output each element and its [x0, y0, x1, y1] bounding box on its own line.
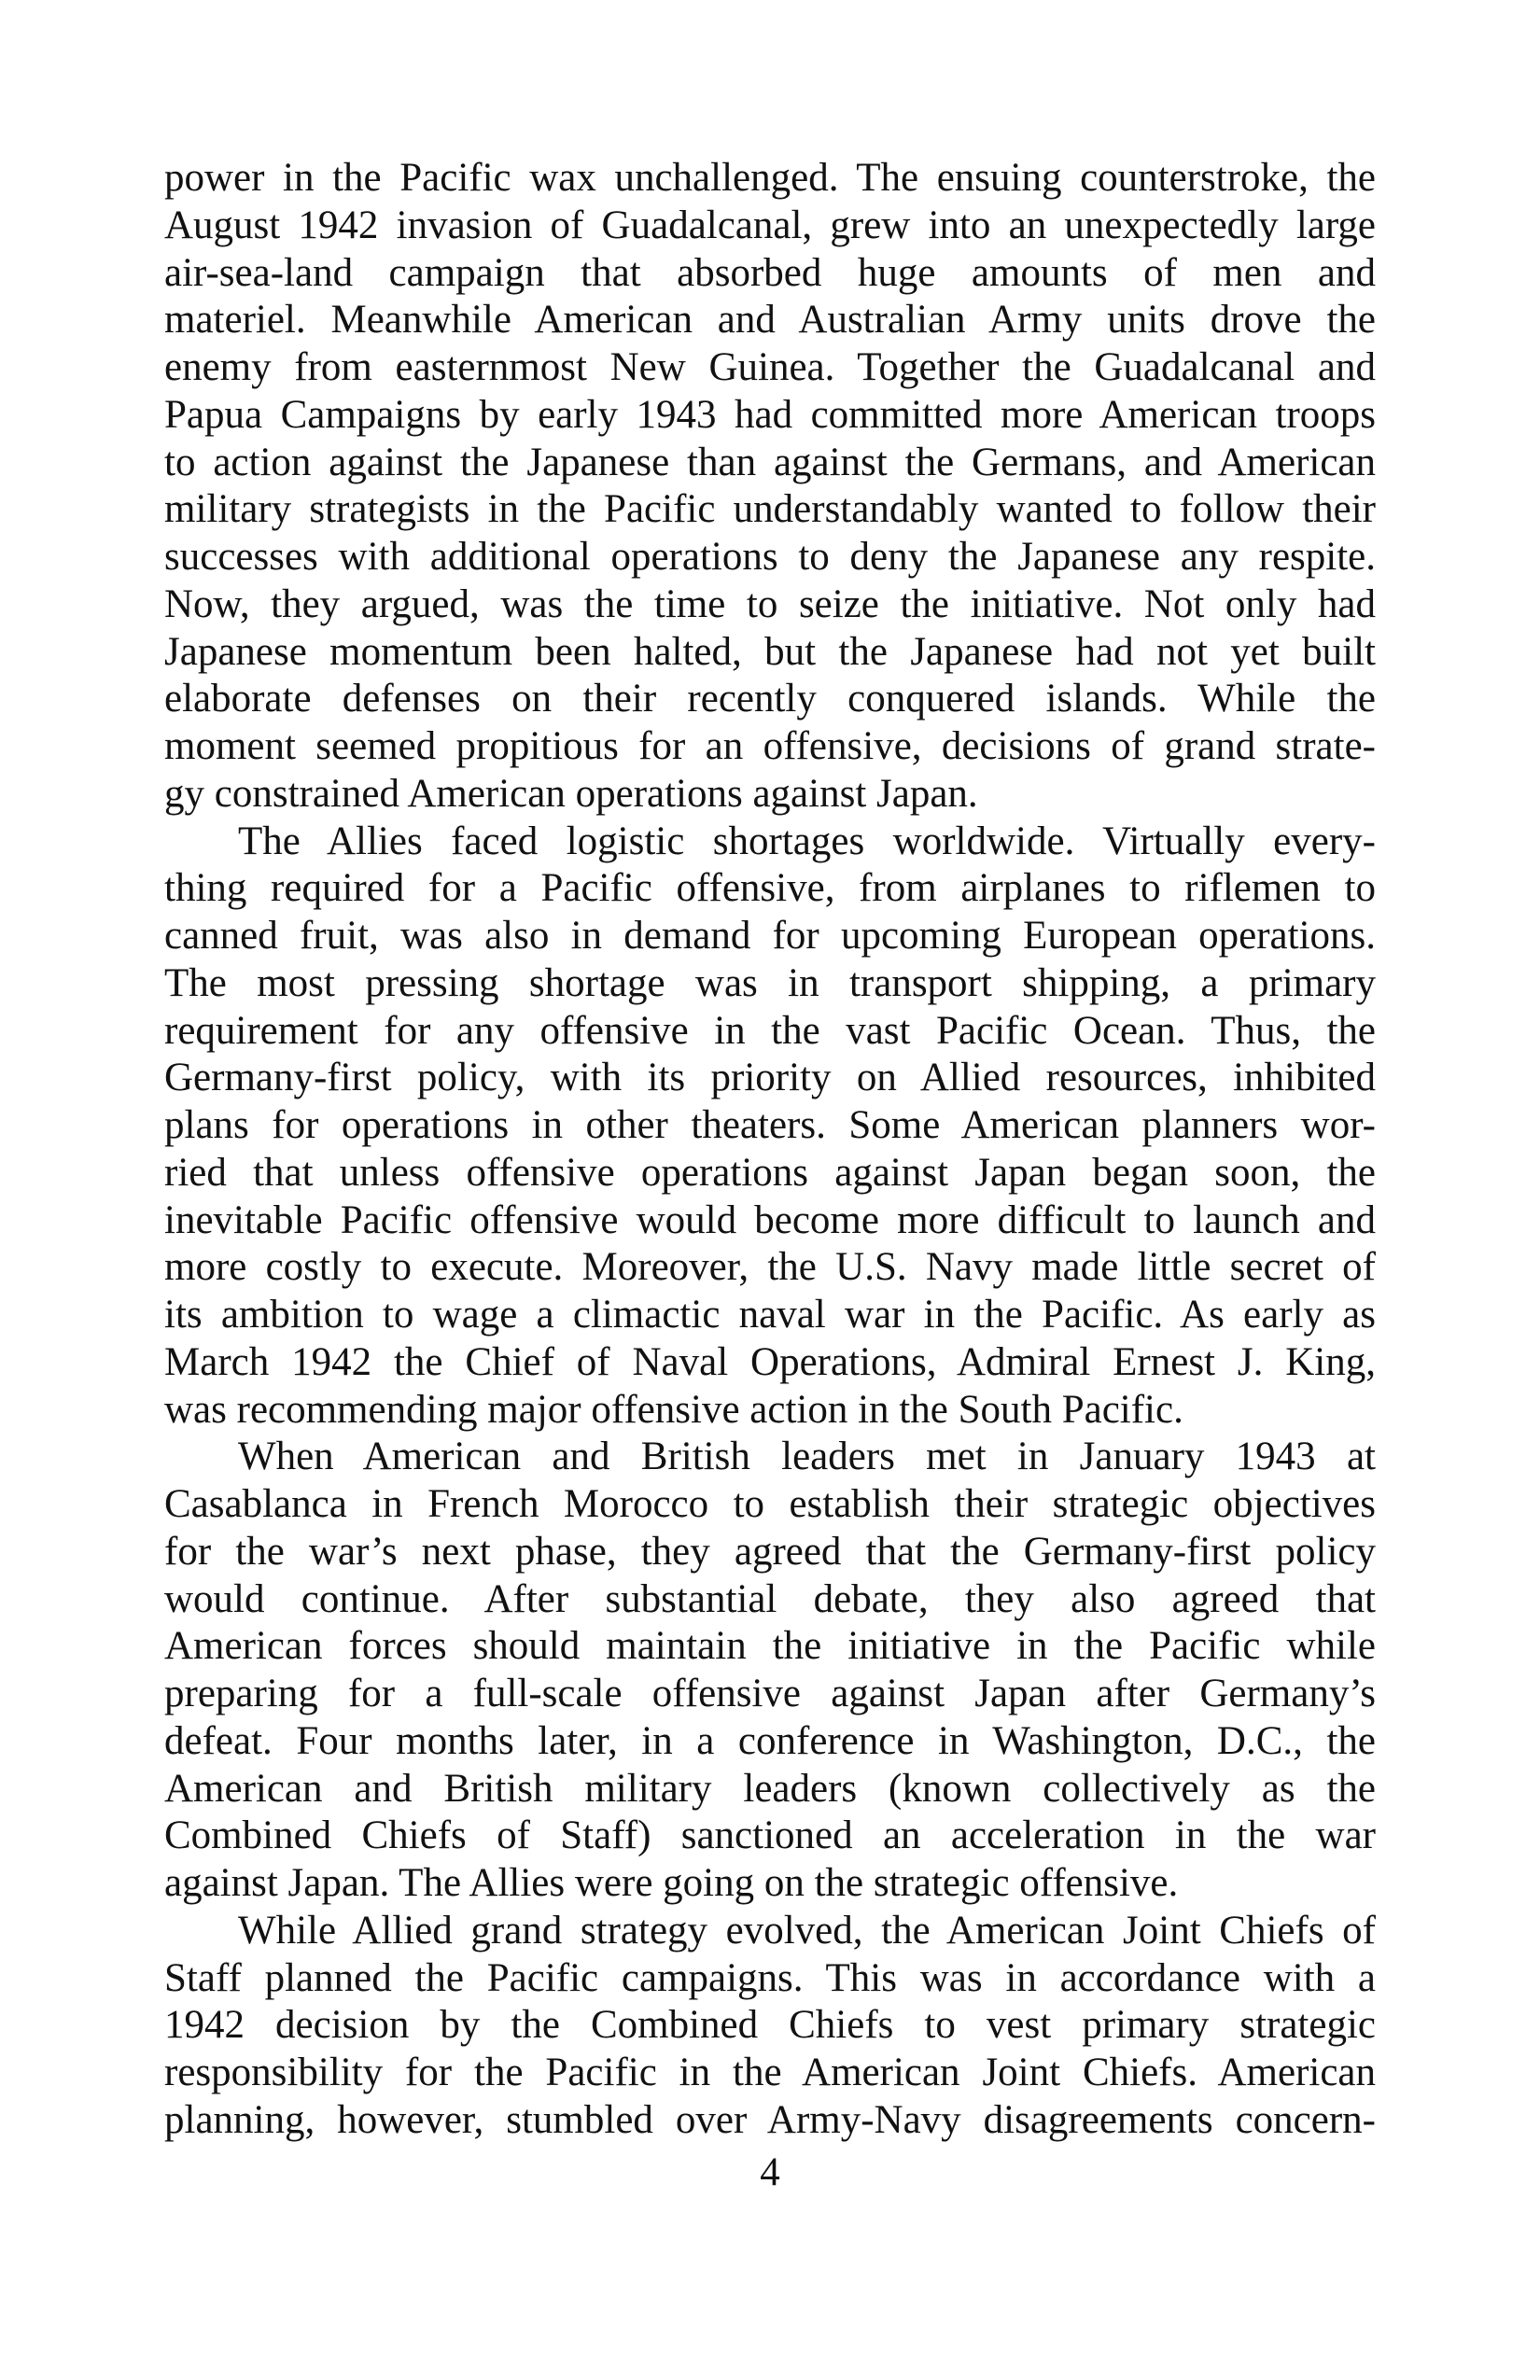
text-line: materiel. Meanwhile American and Australian Army units drove the: [164, 298, 1376, 343]
text-line: military strategists in the Pacific understandably wanted to follow their: [164, 487, 1376, 532]
text-line: for the war’s next phase, they agreed that the Germany-first policy: [164, 1529, 1376, 1574]
text-line: plans for operations in other theaters. Some American planners wor-: [164, 1103, 1376, 1147]
text-line: requirement for any offensive in the vast Pacific Ocean. Thus, the: [164, 1008, 1376, 1053]
page-number: 4: [760, 2150, 780, 2194]
text-line: responsibility for the Pacific in the American Joint Chiefs. American: [164, 2051, 1376, 2094]
text-line: was recommending major offensive action in the South Pacific.: [164, 1387, 1183, 1432]
text-line: Casablanca in French Morocco to establish their strategic objectives: [164, 1482, 1376, 1526]
text-line: ried that unless offensive operations against Japan began soon, the: [164, 1150, 1376, 1195]
document-page: [164, 155, 1376, 2145]
text-line: air-sea-land campaign that absorbed huge amounts of men and: [164, 250, 1376, 295]
text-line: more costly to execute. Moreover, the U.S. Navy made little secret of: [164, 1245, 1376, 1290]
text-line: August 1942 invasion of Guadalcanal, grew into an unexpectedly large: [164, 203, 1376, 247]
text-line: The Allies faced logistic shortages worldwide. Virtually every-: [238, 819, 1376, 863]
paragraph-3: [164, 1434, 1376, 1908]
paragraph-4: [164, 1908, 1376, 2145]
text-line: Japanese momentum been halted, but the Japanese had not yet built: [164, 629, 1376, 674]
text-line: thing required for a Pacific offensive, from airplanes to riflemen to: [164, 866, 1376, 911]
text-line: would continue. After substantial debate, they also agreed that: [164, 1576, 1376, 1621]
text-line: Combined Chiefs of Staff) sanctioned an acceleration in the war: [164, 1813, 1376, 1858]
text-line: enemy from easternmost New Guinea. Together the Guadalcanal and: [164, 345, 1376, 389]
paragraph-1: [164, 155, 1376, 819]
text-line: canned fruit, was also in demand for upcoming European operations.: [164, 914, 1376, 958]
text-line: Staff planned the Pacific campaigns. This was in accordance with a: [164, 1955, 1376, 2000]
paragraph-2: [164, 819, 1376, 1435]
text-line: American forces should maintain the initiative in the Pacific while: [164, 1624, 1376, 1669]
text-line: inevitable Pacific offensive would become more difficult to launch and: [164, 1197, 1376, 1242]
text-line: elaborate defenses on their recently conquered islands. While the: [164, 677, 1376, 721]
text-line: Papua Campaigns by early 1943 had committed more American troops: [164, 392, 1376, 437]
text-line: Now, they argued, was the time to seize the initiative. Not only had: [164, 581, 1376, 626]
text-line: American and British military leaders (known collectively as the: [164, 1766, 1376, 1811]
text-line: to action against the Japanese than against the Germans, and American: [164, 440, 1376, 484]
text-line: The most pressing shortage was in transport shipping, a primary: [164, 960, 1376, 1005]
text-line: its ambition to wage a climactic naval war in the Pacific. As early as: [164, 1293, 1376, 1337]
text-line: defeat. Four months later, in a conference in Washington, D.C., the: [164, 1718, 1376, 1763]
text-line: While Allied grand strategy evolved, the American Joint Chiefs of: [238, 1908, 1376, 1953]
text-line: 1942 decision by the Combined Chiefs to vest primary strategic: [164, 2003, 1376, 2048]
text-line: gy constrained American operations against Japan.: [164, 771, 978, 816]
text-line: planning, however, stumbled over Army-Navy disagreements concern-: [164, 2097, 1376, 2142]
text-line: against Japan. The Allies were going on the strategic offensive.: [164, 1861, 1179, 1905]
text-line: March 1942 the Chief of Naval Operations, Admiral Ernest J. King,: [164, 1339, 1376, 1384]
text-line: successes with additional operations to deny the Japanese any respite.: [164, 535, 1376, 579]
text-line: moment seemed propitious for an offensive, decisions of grand strate-: [164, 724, 1376, 768]
text-line: preparing for a full-scale offensive against Japan after Germany’s: [164, 1672, 1376, 1715]
text-line: Germany-first policy, with its priority on Allied resources, inhibited: [164, 1056, 1376, 1100]
text-line: power in the Pacific wax unchallenged. The ensuing counterstroke, the: [164, 156, 1376, 200]
text-line: When American and British leaders met in January 1943 at: [238, 1435, 1376, 1479]
